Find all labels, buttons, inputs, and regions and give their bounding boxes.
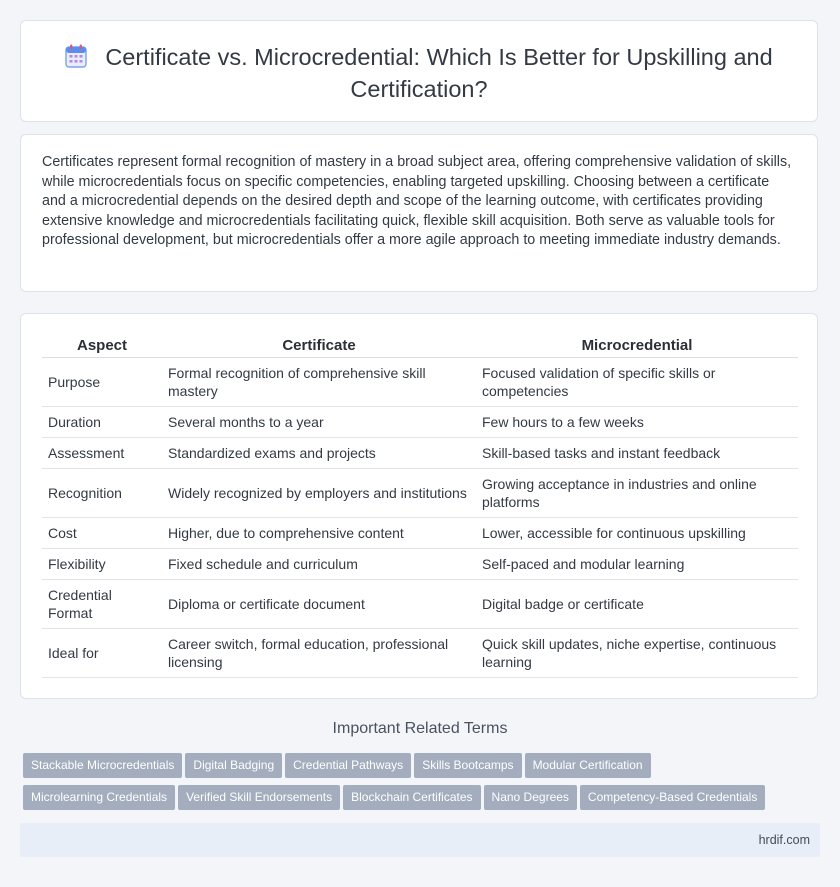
header-microcredential: Microcredential	[476, 333, 798, 358]
comparison-table-card	[20, 313, 818, 699]
table-row	[42, 629, 798, 678]
page-title: Certificate vs. Microcredential: Which Is Better for Upskilling and Certification?	[105, 44, 773, 102]
table-cell: Several months to a year	[162, 407, 476, 438]
related-terms-title: Important Related Terms	[332, 720, 508, 737]
table-cell: Lower, accessible for continuous upskilling	[476, 518, 798, 549]
related-tag[interactable]: Competency-Based Credentials	[580, 785, 765, 810]
table-cell: Purpose	[42, 358, 162, 407]
table-cell: Quick skill updates, niche expertise, continuous learning	[476, 629, 798, 678]
related-tag[interactable]: Credential Pathways	[285, 753, 411, 778]
table-cell: Recognition	[42, 469, 162, 518]
table-header-row	[42, 333, 798, 358]
table-row	[42, 358, 798, 407]
footer-site-link[interactable]: hrdif.com	[758, 833, 810, 847]
header-certificate: Certificate	[162, 333, 476, 358]
related-tag[interactable]: Skills Bootcamps	[414, 753, 521, 778]
comparison-table	[42, 333, 798, 678]
table-cell: Diploma or certificate document	[162, 580, 476, 629]
related-tags-row	[23, 785, 803, 810]
related-tag[interactable]: Digital Badging	[185, 753, 282, 778]
table-cell: Self-paced and modular learning	[476, 549, 798, 580]
table-cell: Career switch, formal education, professional licensing	[162, 629, 476, 678]
table-cell: Ideal for	[42, 629, 162, 678]
intro-card	[20, 134, 818, 292]
table-row	[42, 518, 798, 549]
table-cell: Assessment	[42, 438, 162, 469]
related-tag[interactable]: Stackable Microcredentials	[23, 753, 182, 778]
table-cell: Widely recognized by employers and institutions	[162, 469, 476, 518]
table-cell: Fixed schedule and curriculum	[162, 549, 476, 580]
related-tag[interactable]: Verified Skill Endorsements	[178, 785, 340, 810]
table-cell: Digital badge or certificate	[476, 580, 798, 629]
table-row	[42, 438, 798, 469]
related-tag[interactable]: Nano Degrees	[484, 785, 577, 810]
table-cell: Flexibility	[42, 549, 162, 580]
table-row	[42, 469, 798, 518]
page-title-wrap	[51, 43, 787, 104]
table-row	[42, 549, 798, 580]
table-cell: Growing acceptance in industries and online platforms	[476, 469, 798, 518]
table-cell: Formal recognition of comprehensive skill mastery	[162, 358, 476, 407]
table-cell: Standardized exams and projects	[162, 438, 476, 469]
table-cell: Focused validation of specific skills or competencies	[476, 358, 798, 407]
related-tag[interactable]: Blockchain Certificates	[343, 785, 480, 810]
table-cell: Skill-based tasks and instant feedback	[476, 438, 798, 469]
calendar-grid-icon	[65, 44, 87, 75]
table-cell: Few hours to a few weeks	[476, 407, 798, 438]
footer-bar	[20, 823, 820, 857]
table-cell: Higher, due to comprehensive content	[162, 518, 476, 549]
table-row	[42, 580, 798, 629]
title-card	[20, 20, 818, 122]
related-tag[interactable]: Microlearning Credentials	[23, 785, 175, 810]
related-tags-row	[23, 753, 803, 778]
header-aspect: Aspect	[42, 333, 162, 358]
intro-paragraph: Certificates represent formal recognition of mastery in a broad subject area, offering comprehensive validation of skills, while microcredentials focus on specific competencies, enabling targeted upskilling. Choosing between a certificate and a microcredential depends on the desired depth and scope of the learning outcome, with certificates providing extensive knowledge and microcredentials facilitating quick, flexible skill acquisition. Both serve as valuable tools for professional development, but microcredentials offer a more agile approach to meeting immediate industry demands.	[42, 154, 792, 249]
table-cell: Cost	[42, 518, 162, 549]
table-row	[42, 407, 798, 438]
table-cell: Duration	[42, 407, 162, 438]
related-tag[interactable]: Modular Certification	[525, 753, 651, 778]
table-cell: Credential Format	[42, 580, 162, 629]
